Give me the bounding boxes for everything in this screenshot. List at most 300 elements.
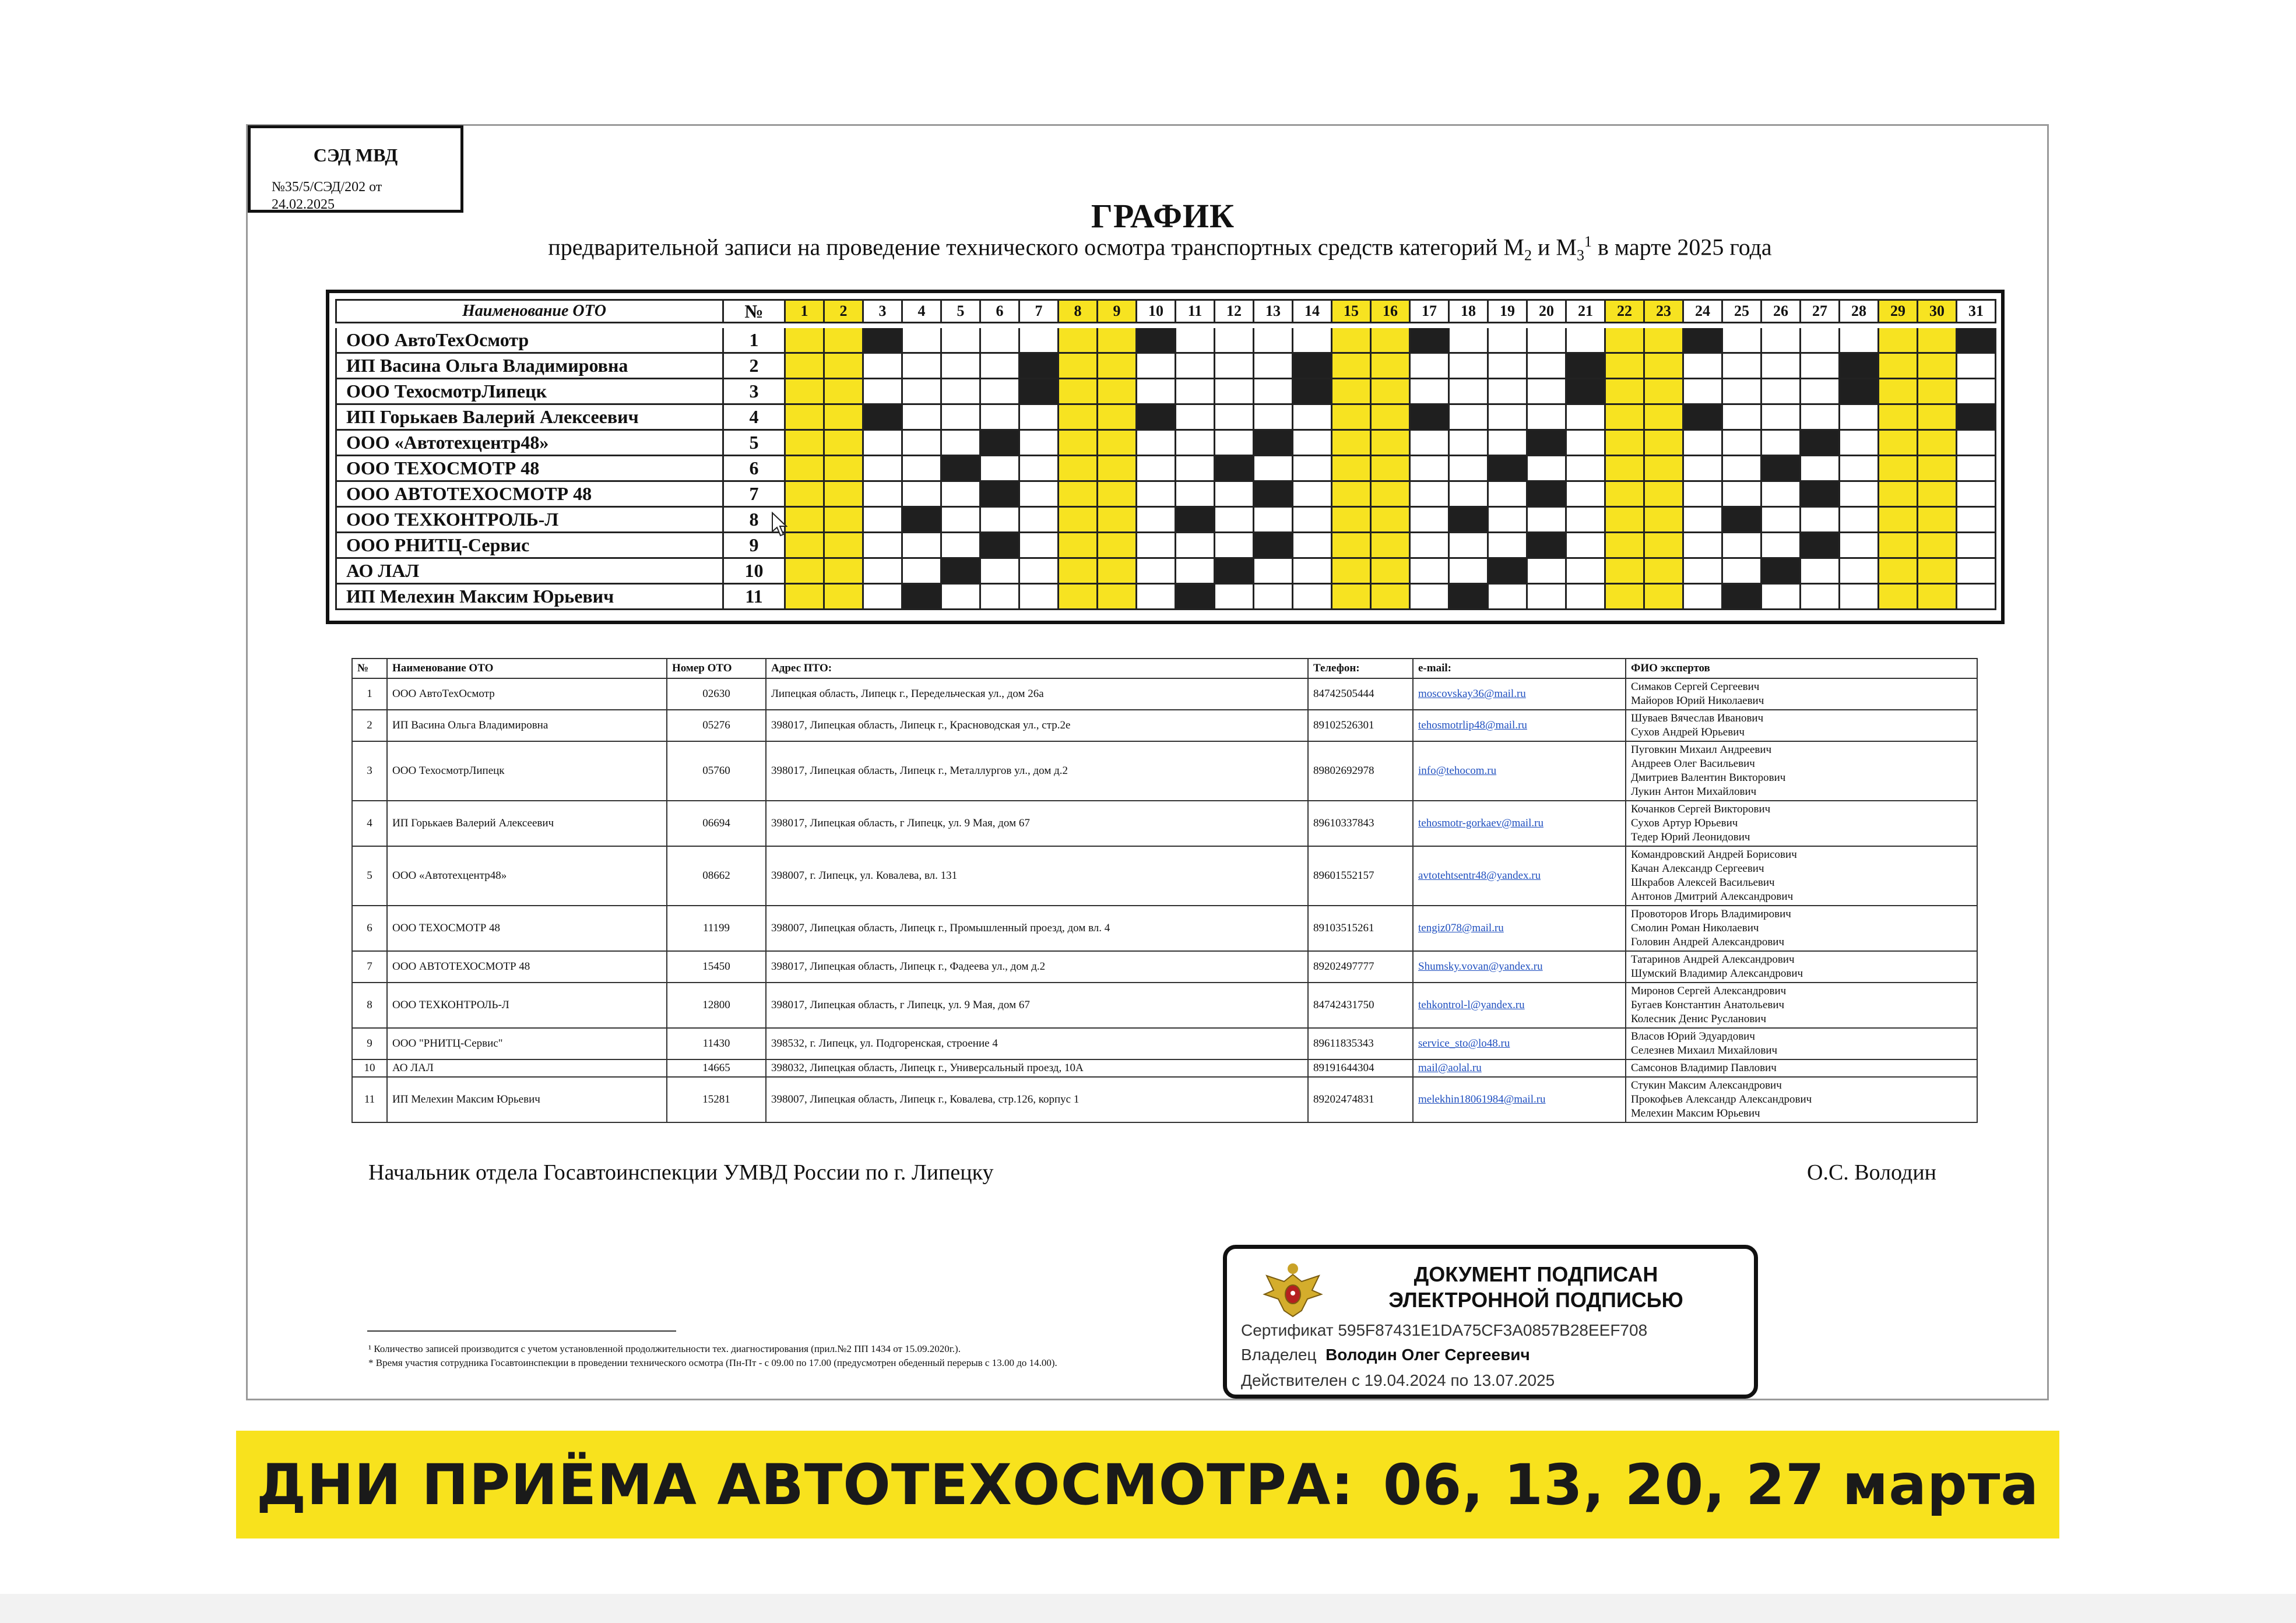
- expert-name: Головин Андрей Александрович: [1631, 936, 1785, 948]
- cell-name: ООО ТехосмотрЛипецк: [387, 741, 667, 801]
- schedule-cell: [942, 379, 981, 405]
- email-link[interactable]: info@tehocom.ru: [1418, 765, 1497, 777]
- schedule-cell: [786, 354, 825, 379]
- schedule-cell: [1684, 585, 1723, 610]
- schedule-row: [335, 585, 1996, 610]
- schedule-cell: [1840, 559, 1879, 585]
- schedule-cell: [1411, 508, 1450, 533]
- schedule-cell: [1098, 405, 1137, 431]
- schedule-cell: [1801, 405, 1840, 431]
- table-row: [352, 1077, 1977, 1122]
- cell-experts: [1626, 906, 1977, 951]
- schedule-cell-booked: [1840, 354, 1879, 379]
- schedule-cell: [981, 508, 1020, 533]
- schedule-cell: [1879, 354, 1918, 379]
- cell-address: 398007, г. Липецк, ул. Ковалева, вл. 131: [766, 846, 1308, 906]
- schedule-cell: [1098, 559, 1137, 585]
- schedule-cell: [1957, 508, 1996, 533]
- cell-name: ИП Горькаев Валерий Алексеевич: [387, 801, 667, 846]
- schedule-cell: [1879, 456, 1918, 482]
- schedule-cell: [1215, 431, 1254, 456]
- schedule-header: [335, 299, 1996, 323]
- schedule-cell: [1567, 508, 1606, 533]
- expert-name: Селезнев Михаил Михайлович: [1631, 1044, 1778, 1057]
- cell-number: 05276: [667, 710, 766, 741]
- cell-address: 398017, Липецкая область, Липецк г., Фадеева ул., дом д.2: [766, 951, 1308, 983]
- schedule-cell: [903, 559, 942, 585]
- schedule-row-no: 3: [724, 379, 786, 405]
- schedule-cell-booked: [1450, 585, 1489, 610]
- schedule-cell: [942, 405, 981, 431]
- schedule-cell: [1215, 508, 1254, 533]
- schedule-cell: [1684, 482, 1723, 508]
- email-link[interactable]: mail@aolal.ru: [1418, 1062, 1482, 1074]
- schedule-cell: [1059, 354, 1098, 379]
- schedule-cell-booked: [1020, 379, 1059, 405]
- schedule-cell: [1762, 585, 1801, 610]
- schedule-cell: [1254, 456, 1293, 482]
- schedule-cell: [1879, 508, 1918, 533]
- schedule-cell-booked: [1840, 379, 1879, 405]
- schedule-cell: [1254, 328, 1293, 354]
- schedule-cell: [1176, 379, 1215, 405]
- expert-name: Шуваев Вячеслав Иванович: [1631, 712, 1764, 724]
- schedule-cell: [1957, 354, 1996, 379]
- schedule-cell: [1293, 456, 1332, 482]
- schedule-day-header: 10: [1137, 299, 1176, 323]
- schedule-cell: [1801, 379, 1840, 405]
- schedule-cell: [1215, 405, 1254, 431]
- schedule-cell: [1684, 533, 1723, 559]
- schedule-cell: [1957, 559, 1996, 585]
- schedule-cell: [1489, 405, 1528, 431]
- info-table-body: [352, 678, 1977, 1122]
- schedule-cell: [1332, 559, 1372, 585]
- cell-number: 06694: [667, 801, 766, 846]
- schedule-cell: [1918, 585, 1957, 610]
- schedule-row-name: АО ЛАЛ: [335, 559, 724, 585]
- schedule-cell: [1918, 405, 1957, 431]
- cell-email: [1413, 678, 1626, 710]
- cell-address: 398017, Липецкая область, г Липецк, ул. 9 Мая, дом 67: [766, 801, 1308, 846]
- schedule-cell: [1840, 456, 1879, 482]
- schedule-cell: [1489, 585, 1528, 610]
- schedule-cell: [903, 533, 942, 559]
- schedule-day-header: 6: [981, 299, 1020, 323]
- schedule-cell: [1645, 328, 1684, 354]
- schedule-cell: [1723, 456, 1762, 482]
- info-table-header: [352, 659, 1977, 678]
- schedule-cell: [1489, 354, 1528, 379]
- schedule-cell: [1528, 405, 1567, 431]
- schedule-cell: [1332, 533, 1372, 559]
- schedule-cell: [1606, 585, 1645, 610]
- banner-label: ДНИ ПРИЁМА АВТОТЕХОСМОТРА:: [256, 1452, 1354, 1518]
- schedule-cell: [1684, 354, 1723, 379]
- cell-number: 08662: [667, 846, 766, 906]
- schedule-cell: [786, 508, 825, 533]
- schedule-cell: [1489, 328, 1528, 354]
- cell-email: [1413, 906, 1626, 951]
- schedule-day-header: 19: [1489, 299, 1528, 323]
- expert-name: Колесник Денис Русланович: [1631, 1013, 1767, 1025]
- schedule-cell-booked: [1489, 456, 1528, 482]
- subtitle-sub-m3: 3: [1576, 247, 1584, 264]
- schedule-cell-booked: [1489, 559, 1528, 585]
- schedule-cell: [1489, 533, 1528, 559]
- schedule-cell: [1372, 405, 1411, 431]
- schedule-cell: [1528, 585, 1567, 610]
- schedule-cell-booked: [1254, 533, 1293, 559]
- cell-number: 02630: [667, 678, 766, 710]
- schedule-cell: [1879, 379, 1918, 405]
- schedule-cell: [1411, 431, 1450, 456]
- schedule-cell-booked: [1567, 379, 1606, 405]
- cell-address: 398007, Липецкая область, Липецк г., Промышленный проезд, дом вл. 4: [766, 906, 1308, 951]
- table-row: [352, 710, 1977, 741]
- expert-name: Симаков Сергей Сергеевич: [1631, 681, 1760, 693]
- stamp-owner: [1241, 1346, 1530, 1364]
- schedule-row-name: ИП Васина Ольга Владимировна: [335, 354, 724, 379]
- schedule-cell: [1645, 431, 1684, 456]
- cell-phone: 89103515261: [1308, 906, 1413, 951]
- schedule-cell: [1723, 431, 1762, 456]
- schedule-cell: [903, 354, 942, 379]
- inspection-days-banner: [236, 1431, 2059, 1538]
- schedule-cell: [1098, 328, 1137, 354]
- schedule-row-no: 6: [724, 456, 786, 482]
- schedule-cell: [1645, 508, 1684, 533]
- stamp-cert-label: Сертификат: [1241, 1321, 1334, 1339]
- schedule-cell: [1137, 482, 1176, 508]
- subtitle-start: предварительной записи на проведение технического осмотра транспортных средств категорий M: [548, 234, 1524, 260]
- schedule-cell: [1332, 508, 1372, 533]
- schedule-cell: [1762, 431, 1801, 456]
- schedule-cell: [786, 559, 825, 585]
- stamp-title: [1320, 1262, 1752, 1313]
- schedule-cell-booked: [903, 508, 942, 533]
- schedule-cell: [1176, 482, 1215, 508]
- schedule-cell: [1567, 431, 1606, 456]
- registration-title: СЭД МВД: [313, 145, 398, 166]
- cell-email: [1413, 846, 1626, 906]
- schedule-cell: [1879, 405, 1918, 431]
- expert-name: Власов Юрий Эдуардович: [1631, 1030, 1755, 1043]
- schedule-cell: [1098, 482, 1137, 508]
- schedule-row-name: ООО «Автотехцентр48»: [335, 431, 724, 456]
- email-link[interactable]: tehkontrol-l@yandex.ru: [1418, 999, 1525, 1011]
- stamp-owner-label: Владелец: [1241, 1346, 1317, 1364]
- schedule-day-header: 31: [1957, 299, 1996, 323]
- cell-phone: 89610337843: [1308, 801, 1413, 846]
- schedule-cell: [1567, 533, 1606, 559]
- schedule-row-no: 4: [724, 405, 786, 431]
- schedule-cell: [1176, 354, 1215, 379]
- registration-number-line: №35/5/СЭД/202 от: [272, 179, 382, 195]
- schedule-cell: [1528, 559, 1567, 585]
- schedule-cell: [1332, 456, 1372, 482]
- schedule-cell: [1293, 585, 1332, 610]
- schedule-cell: [1254, 354, 1293, 379]
- schedule-cell: [1528, 508, 1567, 533]
- schedule-cell: [825, 328, 864, 354]
- schedule-cell: [1293, 559, 1332, 585]
- cell-number: 15450: [667, 951, 766, 983]
- schedule-cell-booked: [1567, 354, 1606, 379]
- schedule-cell: [1020, 533, 1059, 559]
- schedule-cell: [1372, 328, 1411, 354]
- cell-phone: 84742431750: [1308, 983, 1413, 1028]
- registration-date: 24.02.2025: [272, 197, 335, 212]
- schedule-cell: [1567, 456, 1606, 482]
- schedule-cell: [1372, 482, 1411, 508]
- schedule-cell: [1528, 354, 1567, 379]
- schedule-cell: [1762, 405, 1801, 431]
- schedule-cell: [1489, 379, 1528, 405]
- schedule-cell-booked: [1801, 482, 1840, 508]
- schedule-cell-booked: [1254, 482, 1293, 508]
- schedule-row-name: ООО АвтоТехОсмотр: [335, 328, 724, 354]
- schedule-cell: [1723, 533, 1762, 559]
- table-row: [352, 678, 1977, 710]
- expert-name: Самсонов Владимир Павлович: [1631, 1062, 1777, 1074]
- cell-phone: 89601552157: [1308, 846, 1413, 906]
- schedule-cell: [1567, 585, 1606, 610]
- schedule-cell: [1137, 354, 1176, 379]
- cell-experts: [1626, 678, 1977, 710]
- schedule-row-no: 9: [724, 533, 786, 559]
- footnotes: [368, 1342, 1057, 1370]
- schedule-cell: [981, 328, 1020, 354]
- schedule-day-header: 28: [1840, 299, 1879, 323]
- schedule-cell-booked: [1450, 508, 1489, 533]
- schedule-row: [335, 456, 1996, 482]
- cell-address: 398532, г. Липецк, ул. Подгоренская, строение 4: [766, 1028, 1308, 1059]
- schedule-cell: [1372, 431, 1411, 456]
- cell-no: 4: [352, 801, 387, 846]
- schedule-cell: [1254, 585, 1293, 610]
- schedule-cell: [1840, 482, 1879, 508]
- schedule-cell: [1176, 559, 1215, 585]
- schedule-cell: [1059, 559, 1098, 585]
- footnote-1: ¹ Количество записей производится с учетом установленной продолжительности тех. диагностирования (прил.№2 ПП 1434 от 15.09.2020г.).: [368, 1343, 961, 1354]
- schedule-cell: [1879, 559, 1918, 585]
- schedule-row: [335, 379, 1996, 405]
- schedule-cell: [1176, 328, 1215, 354]
- cell-number: 12800: [667, 983, 766, 1028]
- schedule-cell: [1762, 354, 1801, 379]
- schedule-cell: [1098, 456, 1137, 482]
- table-row: [352, 846, 1977, 906]
- mouse-cursor-icon: [771, 512, 787, 537]
- schedule-cell: [1645, 533, 1684, 559]
- schedule-cell: [1450, 559, 1489, 585]
- cell-number: 15281: [667, 1077, 766, 1122]
- schedule-cell: [1762, 328, 1801, 354]
- schedule-cell: [1372, 533, 1411, 559]
- schedule-day-header: 3: [864, 299, 903, 323]
- schedule-cell: [1606, 482, 1645, 508]
- schedule-cell: [1606, 354, 1645, 379]
- subtitle-footnote-mark: 1: [1584, 233, 1592, 250]
- cell-no: 6: [352, 906, 387, 951]
- schedule-cell: [1918, 456, 1957, 482]
- schedule-day-header: 1: [786, 299, 825, 323]
- cell-no: 10: [352, 1059, 387, 1077]
- schedule-cell: [1020, 482, 1059, 508]
- schedule-cell: [1059, 482, 1098, 508]
- cell-phone: 89102526301: [1308, 710, 1413, 741]
- schedule-cell-booked: [1137, 328, 1176, 354]
- schedule-day-header: 7: [1020, 299, 1059, 323]
- schedule-cell: [1293, 482, 1332, 508]
- schedule-cell: [1645, 585, 1684, 610]
- schedule-row: [335, 482, 1996, 508]
- schedule-cell: [1293, 328, 1332, 354]
- schedule-cell: [1332, 431, 1372, 456]
- schedule-cell: [1957, 456, 1996, 482]
- cell-experts: [1626, 801, 1977, 846]
- table-row: [352, 983, 1977, 1028]
- schedule-cell: [1957, 482, 1996, 508]
- schedule-cell: [864, 379, 903, 405]
- schedule-cell: [1372, 379, 1411, 405]
- cell-address: 398017, Липецкая область, г Липецк, ул. 9 Мая, дом 67: [766, 983, 1308, 1028]
- schedule-cell: [864, 585, 903, 610]
- cell-name: ИП Васина Ольга Владимировна: [387, 710, 667, 741]
- cell-number: 05760: [667, 741, 766, 801]
- schedule-row: [335, 328, 1996, 354]
- schedule-cell: [1957, 585, 1996, 610]
- schedule-cell: [1567, 405, 1606, 431]
- schedule-cell-booked: [1723, 585, 1762, 610]
- cell-no: 8: [352, 983, 387, 1028]
- schedule-cell-booked: [1684, 328, 1723, 354]
- schedule-cell: [1918, 508, 1957, 533]
- expert-name: Мелехин Максим Юрьевич: [1631, 1107, 1760, 1119]
- email-link[interactable]: melekhin18061984@mail.ru: [1418, 1093, 1546, 1106]
- schedule-cell: [1254, 379, 1293, 405]
- cell-phone: 89611835343: [1308, 1028, 1413, 1059]
- email-link[interactable]: avtotehtsentr48@yandex.ru: [1418, 869, 1541, 882]
- email-link[interactable]: tengiz078@mail.ru: [1418, 922, 1504, 934]
- expert-name: Кочанков Сергей Викторович: [1631, 803, 1771, 815]
- schedule-cell: [1918, 354, 1957, 379]
- cell-name: ООО ТЕХОСМОТР 48: [387, 906, 667, 951]
- schedule-day-header: 25: [1723, 299, 1762, 323]
- schedule-cell-booked: [1137, 405, 1176, 431]
- schedule-cell: [981, 379, 1020, 405]
- schedule-day-header: 8: [1059, 299, 1098, 323]
- col-number: Номер ОТО: [667, 659, 766, 678]
- schedule-cell: [1879, 533, 1918, 559]
- cell-name: ООО «Автотехцентр48»: [387, 846, 667, 906]
- schedule-cell: [1450, 533, 1489, 559]
- schedule-cell: [1762, 379, 1801, 405]
- schedule-day-header: 11: [1176, 299, 1215, 323]
- schedule-cell: [1293, 533, 1332, 559]
- expert-name: Качан Александр Сергеевич: [1631, 862, 1764, 875]
- schedule-cell: [1606, 559, 1645, 585]
- subtitle-end: в марте 2025 года: [1591, 234, 1772, 260]
- schedule-cell: [1723, 405, 1762, 431]
- schedule-cell-booked: [1723, 508, 1762, 533]
- schedule-cell: [1528, 379, 1567, 405]
- schedule-day-header: 4: [903, 299, 942, 323]
- schedule-cell: [1332, 379, 1372, 405]
- cell-name: ООО АвтоТехОсмотр: [387, 678, 667, 710]
- subtitle-mid: и M: [1531, 234, 1577, 260]
- schedule-row-no: 1: [724, 328, 786, 354]
- schedule-row: [335, 354, 1996, 379]
- schedule-cell: [1176, 456, 1215, 482]
- schedule-cell: [1215, 482, 1254, 508]
- cell-name: ООО ТЕХКОНТРОЛЬ-Л: [387, 983, 667, 1028]
- schedule-cell: [942, 482, 981, 508]
- schedule-cell: [1059, 585, 1098, 610]
- schedule-cell: [786, 328, 825, 354]
- schedule-cell: [1567, 559, 1606, 585]
- page-subtitle: [0, 233, 2296, 264]
- stamp-title-line2: ЭЛЕКТРОННОЙ ПОДПИСЬЮ: [1388, 1288, 1683, 1312]
- schedule-cell: [981, 585, 1020, 610]
- schedule-cell: [903, 456, 942, 482]
- cell-no: 7: [352, 951, 387, 983]
- email-link[interactable]: tehosmotrlip48@mail.ru: [1418, 719, 1527, 731]
- schedule-cell: [825, 482, 864, 508]
- schedule-cell-booked: [1528, 533, 1567, 559]
- schedule-cell: [1293, 431, 1332, 456]
- schedule-cell: [1879, 328, 1918, 354]
- email-link[interactable]: tehosmotr-gorkaev@mail.ru: [1418, 817, 1543, 829]
- schedule-cell-booked: [1762, 456, 1801, 482]
- schedule-cell: [1176, 431, 1215, 456]
- schedule-cell: [1098, 431, 1137, 456]
- schedule-cell: [903, 482, 942, 508]
- schedule-day-header: 15: [1332, 299, 1372, 323]
- schedule-cell: [1098, 585, 1137, 610]
- schedule-day-header: 23: [1645, 299, 1684, 323]
- oto-info-table: [351, 658, 1978, 1123]
- schedule-cell: [786, 405, 825, 431]
- schedule-cell-booked: [942, 559, 981, 585]
- email-link[interactable]: service_sto@lo48.ru: [1418, 1037, 1510, 1050]
- schedule-cell: [1606, 533, 1645, 559]
- schedule-cell: [1684, 456, 1723, 482]
- schedule-cell: [1254, 508, 1293, 533]
- schedule-cell: [1684, 431, 1723, 456]
- schedule-row-no: 2: [724, 354, 786, 379]
- schedule-cell-booked: [1957, 328, 1996, 354]
- schedule-day-header: 26: [1762, 299, 1801, 323]
- email-link[interactable]: Shumsky.vovan@yandex.ru: [1418, 960, 1543, 973]
- schedule-row: [335, 431, 1996, 456]
- expert-name: Дмитриев Валентин Викторович: [1631, 772, 1786, 784]
- cell-address: 398017, Липецкая область, Липецк г., Металлургов ул., дом д.2: [766, 741, 1308, 801]
- schedule-row: [335, 508, 1996, 533]
- schedule-cell: [1059, 405, 1098, 431]
- schedule-cell: [1450, 379, 1489, 405]
- email-link[interactable]: moscovskay36@mail.ru: [1418, 688, 1526, 700]
- cell-address: 398017, Липецкая область, Липецк г., Красноводская ул., стр.2е: [766, 710, 1308, 741]
- cell-no: 9: [352, 1028, 387, 1059]
- schedule-cell: [1801, 508, 1840, 533]
- subtitle-sub-m2: 2: [1524, 247, 1532, 264]
- cell-email: [1413, 983, 1626, 1028]
- cell-experts: [1626, 846, 1977, 906]
- schedule-cell: [942, 354, 981, 379]
- schedule-row-name: ООО ТехосмотрЛипецк: [335, 379, 724, 405]
